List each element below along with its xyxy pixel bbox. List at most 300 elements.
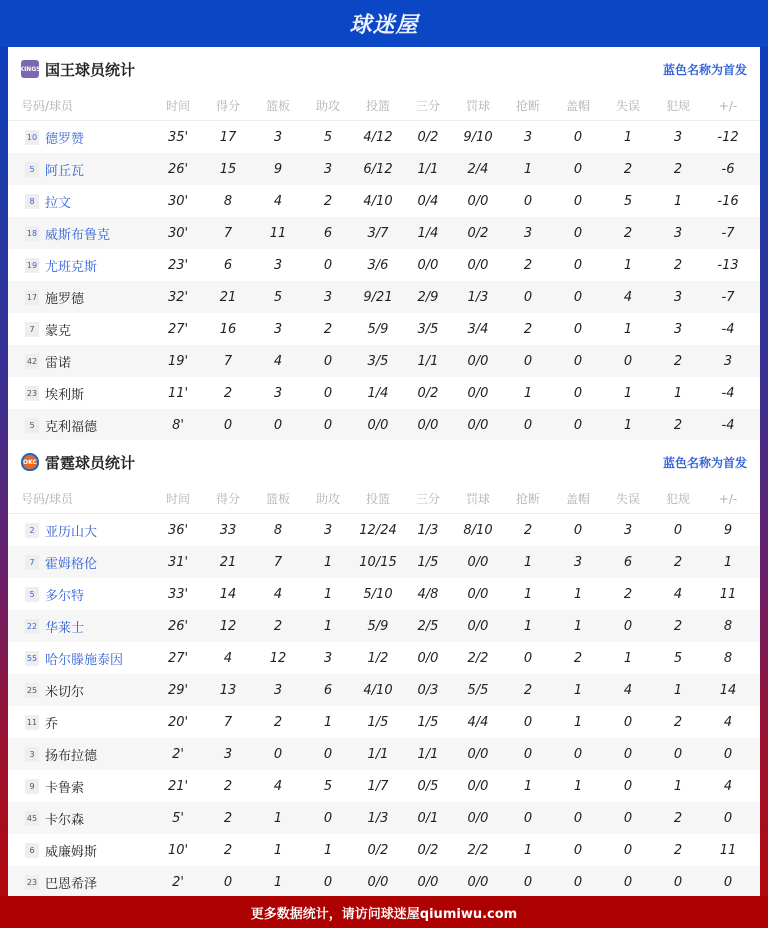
minutes-cell: 29' [167, 682, 189, 698]
field-goals-cell: 5/9 [367, 618, 389, 634]
free-throws-cell: 2/2 [467, 842, 489, 858]
field-goals-cell: 3/6 [367, 257, 389, 273]
minutes-cell: 30' [167, 193, 189, 209]
turnovers-cell: 1 [623, 257, 633, 273]
blocks-cell: 1 [573, 778, 583, 794]
player-row[interactable] [8, 249, 760, 281]
minutes-cell: 8' [172, 417, 184, 433]
player-cell [8, 681, 153, 700]
three-pointers-cell: 0/2 [417, 385, 439, 401]
column-header: 投篮 [365, 99, 390, 113]
jersey-number: 17 [25, 290, 39, 305]
player-row[interactable] [8, 642, 760, 674]
rebounds-cell: 2 [273, 714, 283, 730]
column-header: 盖帽 [565, 492, 590, 506]
fouls-cell: 3 [673, 225, 683, 241]
player-name[interactable]: 多尔特 [45, 588, 85, 604]
rebounds-cell: 3 [273, 321, 283, 337]
rebounds-cell: 2 [273, 618, 283, 634]
minutes-cell: 21' [167, 778, 189, 794]
three-pointers-cell: 1/5 [417, 554, 439, 570]
column-header: 篮板 [265, 99, 290, 113]
player-name[interactable]: 乔 [45, 716, 59, 732]
free-throws-cell: 8/10 [463, 522, 493, 538]
footer-banner[interactable] [0, 896, 768, 928]
fouls-cell: 2 [673, 161, 683, 177]
turnovers-cell: 1 [623, 129, 633, 145]
player-row[interactable] [8, 738, 760, 770]
field-goals-cell: 1/5 [367, 714, 389, 730]
turnovers-cell: 0 [623, 874, 633, 890]
column-header: 得分 [215, 492, 240, 506]
column-header: 篮板 [265, 492, 290, 506]
minutes-cell: 30' [167, 225, 189, 241]
player-cell [8, 617, 153, 636]
jersey-number: 3 [25, 747, 39, 762]
field-goals-cell: 9/21 [363, 289, 393, 305]
jersey-number: 5 [25, 587, 39, 602]
blocks-cell: 0 [573, 874, 583, 890]
player-row[interactable] [8, 578, 760, 610]
jersey-number: 7 [25, 322, 39, 337]
minutes-cell: 23' [167, 257, 189, 273]
steals-cell: 0 [523, 650, 533, 666]
player-row[interactable] [8, 866, 760, 898]
column-header: 时间 [165, 99, 190, 113]
assists-cell: 3 [323, 650, 333, 666]
fouls-cell: 5 [673, 650, 683, 666]
free-throws-cell: 0/0 [467, 874, 489, 890]
player-name[interactable]: 霍姆格伦 [45, 556, 98, 572]
player-cell [8, 649, 153, 668]
fouls-cell: 2 [673, 417, 683, 433]
points-cell: 13 [219, 682, 237, 698]
column-header: 三分 [415, 99, 440, 113]
minutes-cell: 35' [167, 129, 189, 145]
steals-cell: 2 [523, 321, 533, 337]
column-header: 助攻 [315, 99, 340, 113]
three-pointers-cell: 0/3 [417, 682, 439, 698]
player-row[interactable] [8, 345, 760, 377]
plus-minus-cell: -4 [721, 417, 735, 433]
player-cell [8, 416, 153, 435]
player-row[interactable] [8, 770, 760, 802]
blocks-cell: 0 [573, 257, 583, 273]
player-name[interactable]: 拉文 [45, 195, 72, 211]
points-cell: 2 [223, 385, 233, 401]
plus-minus-cell: -7 [721, 289, 735, 305]
steals-cell: 3 [523, 129, 533, 145]
column-header: 号码/球员 [21, 492, 74, 506]
minutes-cell: 2' [172, 746, 184, 762]
player-name[interactable]: 巴恩希泽 [45, 876, 98, 892]
player-cell [8, 128, 153, 147]
starter-legend-note: 蓝色名称为首发 [662, 62, 747, 77]
assists-cell: 0 [323, 257, 333, 273]
player-name[interactable]: 蒙克 [45, 323, 72, 339]
plus-minus-cell: 8 [723, 650, 733, 666]
player-cell [8, 873, 153, 892]
rebounds-cell: 1 [273, 874, 283, 890]
field-goals-cell: 10/15 [359, 554, 397, 570]
player-name[interactable]: 卡鲁索 [45, 780, 85, 796]
starter-legend-note: 蓝色名称为首发 [662, 455, 747, 470]
jersey-number: 2 [25, 523, 39, 538]
column-header: 失误 [615, 99, 640, 113]
rebounds-cell: 3 [273, 257, 283, 273]
player-name[interactable]: 卡尔森 [45, 812, 85, 828]
player-row[interactable] [8, 409, 760, 441]
fouls-cell: 0 [673, 522, 683, 538]
field-goals-cell: 3/7 [367, 225, 389, 241]
plus-minus-cell: 11 [719, 586, 737, 602]
minutes-cell: 26' [167, 161, 189, 177]
assists-cell: 5 [323, 778, 333, 794]
rebounds-cell: 0 [273, 746, 283, 762]
jersey-number: 9 [25, 779, 39, 794]
column-header: 助攻 [315, 492, 340, 506]
field-goals-cell: 1/4 [367, 385, 389, 401]
player-row[interactable] [8, 281, 760, 313]
plus-minus-cell: 4 [723, 714, 733, 730]
free-throws-cell: 5/5 [467, 682, 489, 698]
assists-cell: 1 [323, 714, 333, 730]
rebounds-cell: 11 [269, 225, 287, 241]
rebounds-cell: 3 [273, 385, 283, 401]
turnovers-cell: 1 [623, 321, 633, 337]
player-name[interactable]: 华莱士 [45, 620, 85, 636]
assists-cell: 0 [323, 353, 333, 369]
steals-cell: 0 [523, 714, 533, 730]
points-cell: 17 [219, 129, 237, 145]
blocks-cell: 0 [573, 321, 583, 337]
player-row[interactable] [8, 377, 760, 409]
top-bar [0, 0, 768, 47]
player-cell [8, 777, 153, 796]
field-goals-cell: 4/10 [363, 682, 393, 698]
field-goals-cell: 12/24 [359, 522, 397, 538]
rebounds-cell: 1 [273, 842, 283, 858]
assists-cell: 0 [323, 417, 333, 433]
assists-cell: 3 [323, 289, 333, 305]
points-cell: 7 [223, 353, 233, 369]
jersey-number: 18 [25, 226, 39, 241]
player-name[interactable]: 尤班克斯 [45, 259, 98, 275]
player-cell [8, 809, 153, 828]
player-row[interactable] [8, 313, 760, 345]
steals-cell: 0 [523, 417, 533, 433]
player-name[interactable]: 哈尔滕施泰因 [45, 652, 124, 668]
player-row[interactable] [8, 153, 760, 185]
player-row[interactable] [8, 834, 760, 866]
points-cell: 7 [223, 225, 233, 241]
fouls-cell: 1 [673, 778, 683, 794]
steals-cell: 0 [523, 874, 533, 890]
free-throws-cell: 0/0 [467, 778, 489, 794]
rebounds-cell: 4 [273, 193, 283, 209]
table-body [8, 514, 760, 898]
player-cell [8, 192, 153, 211]
assists-cell: 6 [323, 682, 333, 698]
three-pointers-cell: 0/4 [417, 193, 439, 209]
steals-cell: 0 [523, 746, 533, 762]
turnovers-cell: 4 [623, 289, 633, 305]
jersey-number: 8 [25, 194, 39, 209]
thunder-logo-icon: OKC [21, 453, 39, 471]
column-header: 犯规 [665, 492, 690, 506]
turnovers-cell: 0 [623, 810, 633, 826]
player-name[interactable]: 威廉姆斯 [45, 844, 98, 860]
column-header: 抢断 [515, 492, 540, 506]
player-cell [8, 384, 153, 403]
blocks-cell: 1 [573, 714, 583, 730]
column-header: 时间 [165, 492, 190, 506]
plus-minus-cell: 8 [723, 618, 733, 634]
fouls-cell: 2 [673, 554, 683, 570]
blocks-cell: 0 [573, 522, 583, 538]
turnovers-cell: 0 [623, 353, 633, 369]
steals-cell: 1 [523, 618, 533, 634]
fouls-cell: 2 [673, 842, 683, 858]
steals-cell: 1 [523, 586, 533, 602]
minutes-cell: 2' [172, 874, 184, 890]
three-pointers-cell: 1/5 [417, 714, 439, 730]
points-cell: 12 [219, 618, 237, 634]
free-throws-cell: 0/0 [467, 810, 489, 826]
points-cell: 2 [223, 778, 233, 794]
plus-minus-cell: 0 [723, 874, 733, 890]
points-cell: 14 [219, 586, 237, 602]
three-pointers-cell: 0/2 [417, 129, 439, 145]
player-row[interactable] [8, 514, 760, 546]
player-row[interactable] [8, 185, 760, 217]
steals-cell: 1 [523, 778, 533, 794]
rebounds-cell: 9 [273, 161, 283, 177]
assists-cell: 3 [323, 522, 333, 538]
minutes-cell: 5' [172, 810, 184, 826]
player-name[interactable]: 扬布拉德 [45, 748, 98, 764]
three-pointers-cell: 3/5 [417, 321, 439, 337]
jersey-number: 23 [25, 875, 39, 890]
player-name[interactable]: 威斯布鲁克 [45, 227, 111, 243]
blocks-cell: 0 [573, 129, 583, 145]
minutes-cell: 36' [167, 522, 189, 538]
three-pointers-cell: 0/1 [417, 810, 439, 826]
field-goals-cell: 0/0 [367, 417, 389, 433]
column-header: 犯规 [665, 99, 690, 113]
free-throws-cell: 0/0 [467, 618, 489, 634]
fouls-cell: 2 [673, 810, 683, 826]
team-title: 雷霆球员统计 [45, 453, 136, 472]
three-pointers-cell: 0/0 [417, 417, 439, 433]
table-header [8, 91, 760, 121]
jersey-number: 6 [25, 843, 39, 858]
steals-cell: 1 [523, 161, 533, 177]
minutes-cell: 32' [167, 289, 189, 305]
rebounds-cell: 8 [273, 522, 283, 538]
turnovers-cell: 2 [623, 161, 633, 177]
free-throws-cell: 0/0 [467, 417, 489, 433]
player-row[interactable] [8, 802, 760, 834]
player-cell [8, 160, 153, 179]
field-goals-cell: 1/3 [367, 810, 389, 826]
plus-minus-cell: 14 [719, 682, 737, 698]
player-name[interactable]: 施罗德 [45, 291, 85, 307]
three-pointers-cell: 0/0 [417, 874, 439, 890]
plus-minus-cell: -4 [721, 385, 735, 401]
thunder-stats-card [8, 440, 760, 896]
assists-cell: 1 [323, 554, 333, 570]
player-cell [8, 841, 153, 860]
blocks-cell: 0 [573, 225, 583, 241]
player-row[interactable] [8, 610, 760, 642]
player-cell [8, 256, 153, 275]
assists-cell: 0 [323, 810, 333, 826]
jersey-number: 10 [25, 130, 39, 145]
points-cell: 8 [223, 193, 233, 209]
assists-cell: 1 [323, 618, 333, 634]
free-throws-cell: 0/2 [467, 225, 489, 241]
steals-cell: 1 [523, 554, 533, 570]
player-cell [8, 745, 153, 764]
plus-minus-cell: -13 [717, 257, 739, 273]
blocks-cell: 1 [573, 618, 583, 634]
column-header: 罚球 [465, 492, 490, 506]
footer-text[interactable]: 更多数据统计，请访问球迷屋qiumiwu.com [250, 906, 518, 922]
player-name[interactable]: 亚历山大 [45, 524, 98, 540]
turnovers-cell: 3 [623, 522, 633, 538]
turnovers-cell: 6 [623, 554, 633, 570]
free-throws-cell: 0/0 [467, 193, 489, 209]
rebounds-cell: 1 [273, 810, 283, 826]
jersey-number: 5 [25, 418, 39, 433]
player-cell [8, 521, 153, 540]
player-row[interactable] [8, 674, 760, 706]
free-throws-cell: 0/0 [467, 586, 489, 602]
free-throws-cell: 4/4 [467, 714, 489, 730]
points-cell: 2 [223, 842, 233, 858]
player-name[interactable]: 雷诺 [45, 355, 72, 371]
fouls-cell: 2 [673, 714, 683, 730]
field-goals-cell: 5/9 [367, 321, 389, 337]
blocks-cell: 0 [573, 417, 583, 433]
column-header: 三分 [415, 492, 440, 506]
blocks-cell: 1 [573, 586, 583, 602]
player-row[interactable] [8, 121, 760, 153]
turnovers-cell: 1 [623, 417, 633, 433]
player-name[interactable]: 埃利斯 [45, 387, 85, 403]
column-header: 失误 [615, 492, 640, 506]
assists-cell: 0 [323, 874, 333, 890]
plus-minus-cell: 9 [723, 522, 733, 538]
fouls-cell: 0 [673, 746, 683, 762]
column-header: 得分 [215, 99, 240, 113]
jersey-number: 42 [25, 354, 39, 369]
player-name[interactable]: 阿丘瓦 [45, 163, 85, 179]
fouls-cell: 1 [673, 385, 683, 401]
three-pointers-cell: 2/5 [417, 618, 439, 634]
free-throws-cell: 2/2 [467, 650, 489, 666]
player-row[interactable] [8, 546, 760, 578]
player-cell [8, 320, 153, 339]
player-row[interactable] [8, 706, 760, 738]
player-cell [8, 585, 153, 604]
points-cell: 0 [223, 874, 233, 890]
three-pointers-cell: 1/4 [417, 225, 439, 241]
plus-minus-cell: 1 [723, 554, 733, 570]
kings-stats-card [8, 47, 760, 440]
free-throws-cell: 0/0 [467, 353, 489, 369]
player-name[interactable]: 克利福德 [45, 419, 98, 435]
turnovers-cell: 0 [623, 714, 633, 730]
player-row[interactable] [8, 217, 760, 249]
jersey-number: 25 [25, 683, 39, 698]
steals-cell: 0 [523, 193, 533, 209]
team-title: 国王球员统计 [45, 60, 136, 79]
steals-cell: 0 [523, 353, 533, 369]
plus-minus-cell: 4 [723, 778, 733, 794]
three-pointers-cell: 1/3 [417, 522, 439, 538]
column-header: +/- [718, 491, 738, 506]
plus-minus-cell: -12 [717, 129, 739, 145]
points-cell: 2 [223, 810, 233, 826]
assists-cell: 2 [323, 193, 333, 209]
turnovers-cell: 1 [623, 385, 633, 401]
blocks-cell: 2 [573, 650, 583, 666]
fouls-cell: 1 [673, 193, 683, 209]
points-cell: 0 [223, 417, 233, 433]
assists-cell: 0 [323, 746, 333, 762]
jersey-number: 22 [25, 619, 39, 634]
blocks-cell: 0 [573, 193, 583, 209]
field-goals-cell: 0/2 [367, 842, 389, 858]
turnovers-cell: 0 [623, 746, 633, 762]
player-name[interactable]: 德罗赞 [45, 131, 85, 147]
player-cell [8, 713, 153, 732]
field-goals-cell: 0/0 [367, 874, 389, 890]
turnovers-cell: 2 [623, 586, 633, 602]
field-goals-cell: 3/5 [367, 353, 389, 369]
jersey-number: 45 [25, 811, 39, 826]
player-name[interactable]: 米切尔 [45, 684, 85, 700]
player-cell [8, 352, 153, 371]
site-logo: 球迷屋 [349, 13, 419, 38]
three-pointers-cell: 0/0 [417, 257, 439, 273]
fouls-cell: 0 [673, 874, 683, 890]
blocks-cell: 0 [573, 353, 583, 369]
column-header: 盖帽 [565, 99, 590, 113]
steals-cell: 2 [523, 257, 533, 273]
field-goals-cell: 4/10 [363, 193, 393, 209]
player-cell [8, 224, 153, 243]
minutes-cell: 33' [167, 586, 189, 602]
blocks-cell: 0 [573, 385, 583, 401]
plus-minus-cell: -16 [717, 193, 739, 209]
free-throws-cell: 3/4 [467, 321, 489, 337]
fouls-cell: 1 [673, 682, 683, 698]
fouls-cell: 2 [673, 353, 683, 369]
fouls-cell: 3 [673, 289, 683, 305]
rebounds-cell: 7 [273, 554, 283, 570]
steals-cell: 3 [523, 225, 533, 241]
jersey-number: 23 [25, 386, 39, 401]
player-cell [8, 288, 153, 307]
jersey-number: 11 [25, 715, 39, 730]
fouls-cell: 2 [673, 257, 683, 273]
card-header [8, 47, 760, 91]
rebounds-cell: 3 [273, 129, 283, 145]
rebounds-cell: 3 [273, 682, 283, 698]
